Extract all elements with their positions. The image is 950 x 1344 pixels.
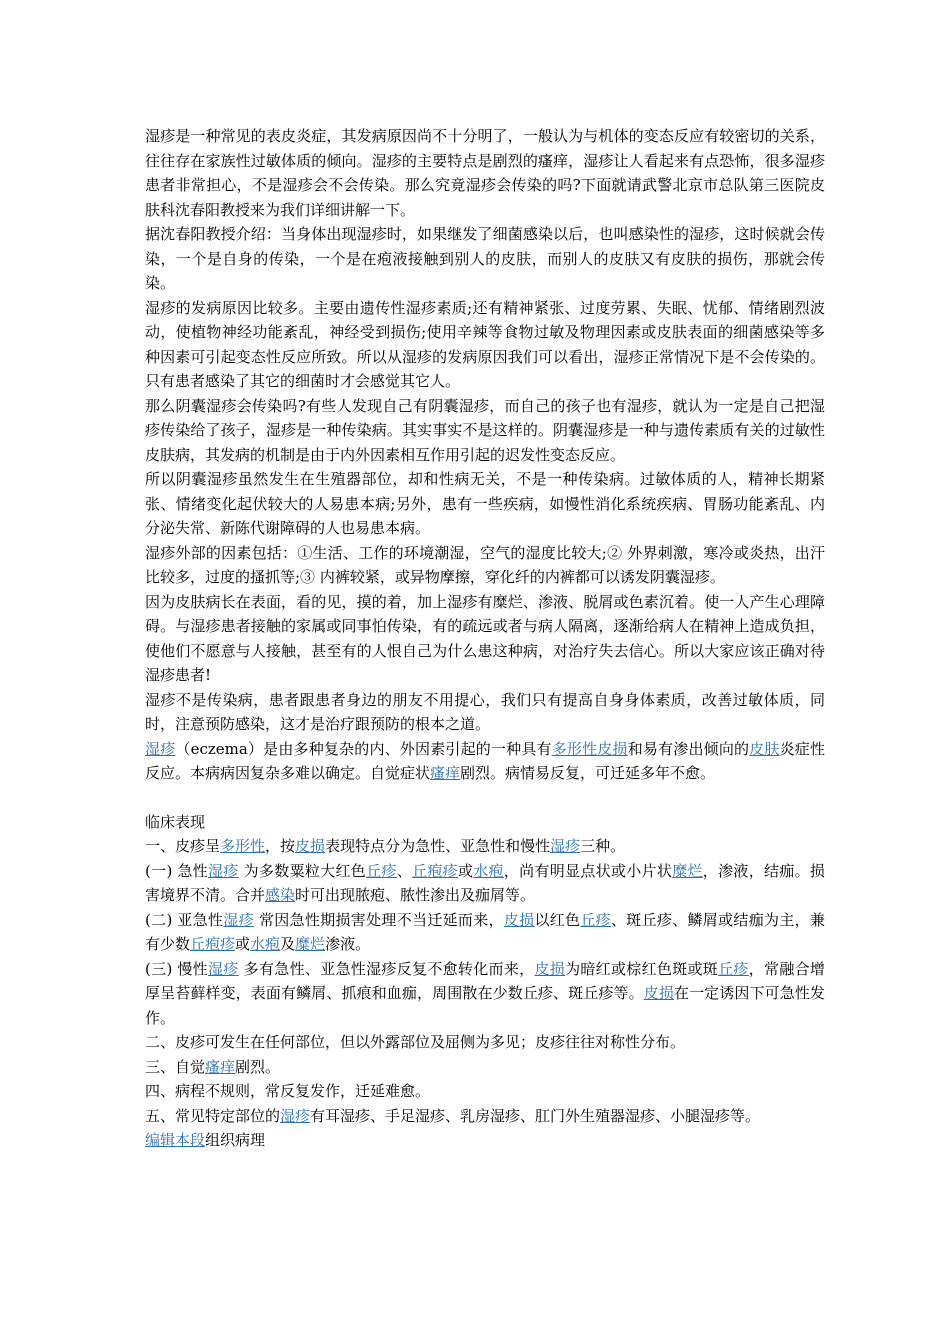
item-text: 渗液。 xyxy=(325,935,371,953)
link-lesion[interactable]: 皮损 xyxy=(295,837,326,855)
item-text: ，常融合增厚呈苔藓样变，表面有鳞屑、抓痕和血痂，周围散在少数丘疹、斑丘疹等。 xyxy=(145,959,825,1002)
link-eczema[interactable]: 湿疹 xyxy=(208,959,239,978)
intro-paragraph-2: 据沈春阳教授介绍：当身体出现湿疹时，如果继发了细菌感染以后，也叫感染性的湿疹，这时候就会传染，一个是自身的传染，一个是在疱液接触到别人的皮肤，而别人的皮肤又有皮肤的损伤，那就会传染。 xyxy=(145,225,825,292)
section-heading-histopathology: 组织病理 xyxy=(205,1131,266,1149)
link-papule[interactable]: 丘疹 xyxy=(718,959,749,978)
item-text: 、 xyxy=(396,861,413,880)
item-text: 三种。 xyxy=(580,837,626,855)
intro-paragraph-7: 因为皮肤病长在表面，看的见，摸的着，加上湿疹有糜烂、渗液、脱屑或色素沉着。使一人产生心理障碍。与湿疹患者接触的家属或同事怕传染，有的疏远或者与病人隔离，逐渐给病人在精神上造成负担，使他们不愿意与人接触，甚至有的人恨自己为什么患这种病，对治疗失去信心。所以大家应该正确对待湿疹患者! xyxy=(145,592,825,684)
link-itching[interactable]: 瘙痒 xyxy=(205,1057,236,1076)
link-vesicle[interactable]: 水疱 xyxy=(473,861,504,880)
definition-text: 炎症性反应。本病病因复杂多难以确定。自觉症状 xyxy=(145,739,825,782)
link-vesicle[interactable]: 水疱 xyxy=(250,935,281,953)
link-papulovesicle[interactable]: 丘疱疹 xyxy=(190,935,236,953)
item-text: 为多数粟粒大红色 xyxy=(238,861,367,880)
item-text: 在一定诱因下可急性发作。 xyxy=(145,984,825,1027)
item-text: 剧烈。 xyxy=(235,1057,281,1076)
intro-paragraph-1: 湿疹是一种常见的表皮炎症，其发病原因尚不十分明了，一般认为与机体的变态反应有较密切的关系，往往存在家族性过敏体质的倾向。湿疹的主要特点是剧烈的瘙痒，湿疹让人看起来有点恐怖，很多湿疹患者非常担心，不是湿疹会不会传染。那么究竟湿疹会传染的吗?下面就请武警北京市总队第三医院皮肤科沈春阳教授来为我们详细讲解一下。 xyxy=(145,127,825,219)
item-text: 五、常见特定部位的 xyxy=(145,1106,281,1125)
item-text: 、斑丘疹、鳞屑或结痂为主，兼有少数 xyxy=(145,910,825,953)
item-text: 或 xyxy=(457,861,474,880)
item-text: 为暗红或棕红色斑或斑 xyxy=(565,959,719,978)
clinical-acute xyxy=(145,859,825,908)
link-eczema[interactable]: 湿疹 xyxy=(223,910,254,929)
clinical-item-3 xyxy=(145,1055,825,1080)
link-lesion[interactable]: 皮损 xyxy=(643,984,674,1002)
item-text: (二) 亚急性 xyxy=(145,910,224,929)
link-polymorphic-lesion[interactable]: 多形性皮损 xyxy=(551,739,628,758)
paragraph-gap xyxy=(145,786,825,810)
document-body xyxy=(145,124,825,1153)
intro-paragraph-6: 湿疹外部的因素包括：①生活、工作的环境潮湿，空气的湿度比较大;② 外界刺激，寒冷或炎热，出汗比较多，过度的搔抓等;③ 内裤较紧，或异物摩擦，穿化纤的内裤都可以诱发阴囊湿疹。 xyxy=(145,543,825,586)
item-text: (一) 急性 xyxy=(145,861,208,880)
link-eczema[interactable]: 湿疹 xyxy=(550,837,581,855)
clinical-chronic xyxy=(145,957,825,1031)
intro-paragraph-4: 那么阴囊湿疹会传染吗?有些人发现自己有阴囊湿疹，而自己的孩子也有湿疹，就认为一定是自己把湿疹传染给了孩子，湿疹是一种传染病。其实事实不是这样的。阴囊湿疹是一种与遗传素质有关的过敏性皮肤病，其发病的机制是由于内外因素相互作用引起的迟发性变态反应。 xyxy=(145,396,825,464)
item-text: 有耳湿疹、手足湿疹、乳房湿疹、肛门外生殖器湿疹、小腿湿疹等。 xyxy=(310,1106,761,1125)
item-text: 时可出现脓疱、脓性渗出及痂屑等。 xyxy=(295,886,536,904)
link-papulovesicle[interactable]: 丘疱疹 xyxy=(412,861,458,880)
link-papule[interactable]: 丘疹 xyxy=(580,910,611,929)
link-eczema[interactable]: 湿疹 xyxy=(207,861,239,880)
link-lesion[interactable]: 皮损 xyxy=(503,910,535,929)
clinical-subacute xyxy=(145,908,825,957)
intro-paragraph-8: 湿疹不是传染病，患者跟患者身边的朋友不用提心，我们只有提高自身身体素质，改善过敏体质，同时，注意预防感染，这才是治疗跟预防的根本之道。 xyxy=(145,690,825,733)
definition-text: 和易有渗出倾向的 xyxy=(627,739,750,758)
item-text: 一、皮疹呈 xyxy=(145,837,221,855)
link-eczema[interactable]: 湿疹 xyxy=(280,1106,311,1125)
item-text: 以红色 xyxy=(534,910,581,929)
definition-paragraph xyxy=(145,737,825,786)
item-text: 多有急性、亚急性湿疹反复不愈转化而来， xyxy=(238,959,535,978)
item-text: 常因急性期损害处理不当迁延而来， xyxy=(253,910,504,929)
intro-paragraph-3: 湿疹的发病原因比较多。主要由遗传性湿疹素质;还有精神紧张、过度劳累、失眠、忧郁、情绪剧烈波动，使植物神经功能紊乱，神经受到损伤;使用辛辣等食物过敏及物理因素或皮肤表面的细菌感染等多种因素可引起变态性反应所致。所以从湿疹的发病原因我们可以看出，湿疹正常情况下是不会传染的。只有患者感染了其它的细菌时才会感觉其它人。 xyxy=(145,298,825,390)
link-eczema[interactable]: 湿疹 xyxy=(145,739,176,758)
item-text: ，按 xyxy=(265,837,296,855)
link-infection[interactable]: 感染 xyxy=(265,886,296,904)
item-text: 三、自觉 xyxy=(145,1057,206,1076)
item-text: ，尚有明显点状或小片状 xyxy=(503,861,673,880)
definition-text: 剧烈。病情易反复，可迁延多年不愈。 xyxy=(460,764,716,782)
link-lesion[interactable]: 皮损 xyxy=(534,959,566,978)
item-text: 或 xyxy=(235,935,251,953)
item-text: 表现特点分为急性、亚急性和慢性 xyxy=(325,837,551,855)
link-polymorphic[interactable]: 多形性 xyxy=(220,837,266,855)
item-text: 及 xyxy=(280,935,296,953)
link-papule[interactable]: 丘疹 xyxy=(366,861,397,880)
section-heading: 临床表现 xyxy=(145,812,206,831)
link-erosion[interactable]: 糜烂 xyxy=(672,861,703,880)
clinical-item-2: 二、皮疹可发生在任何部位，但以外露部位及屈侧为多见；皮疹往往对称性分布。 xyxy=(145,1033,686,1051)
item-text: (三) 慢性 xyxy=(145,959,208,978)
link-skin[interactable]: 皮肤 xyxy=(749,739,780,758)
definition-text: （eczema）是由多种复杂的内、外因素引起的一种具有 xyxy=(175,739,552,758)
item-text: ，渗液，结痂。损害境界不清。合并 xyxy=(145,861,825,904)
link-erosion[interactable]: 糜烂 xyxy=(295,935,326,953)
clinical-item-5 xyxy=(145,1104,825,1129)
intro-paragraph-5: 所以阴囊湿疹虽然发生在生殖器部位，却和性病无关，不是一种传染病。过敏体质的人，精神长期紧张、情绪变化起伏较大的人易患本病;另外，患有一些疾病，如慢性消化系统疾病、胃肠功能紊乱、内分泌失常、新陈代谢障碍的人也易患本病。 xyxy=(145,470,825,537)
edit-section-link[interactable]: 编辑本段 xyxy=(145,1131,206,1149)
edit-section-line xyxy=(145,1128,825,1153)
clinical-item-1 xyxy=(145,834,825,859)
link-itching[interactable]: 瘙痒 xyxy=(430,764,461,782)
clinical-item-4: 四、病程不规则，常反复发作，迁延难愈。 xyxy=(145,1082,431,1100)
